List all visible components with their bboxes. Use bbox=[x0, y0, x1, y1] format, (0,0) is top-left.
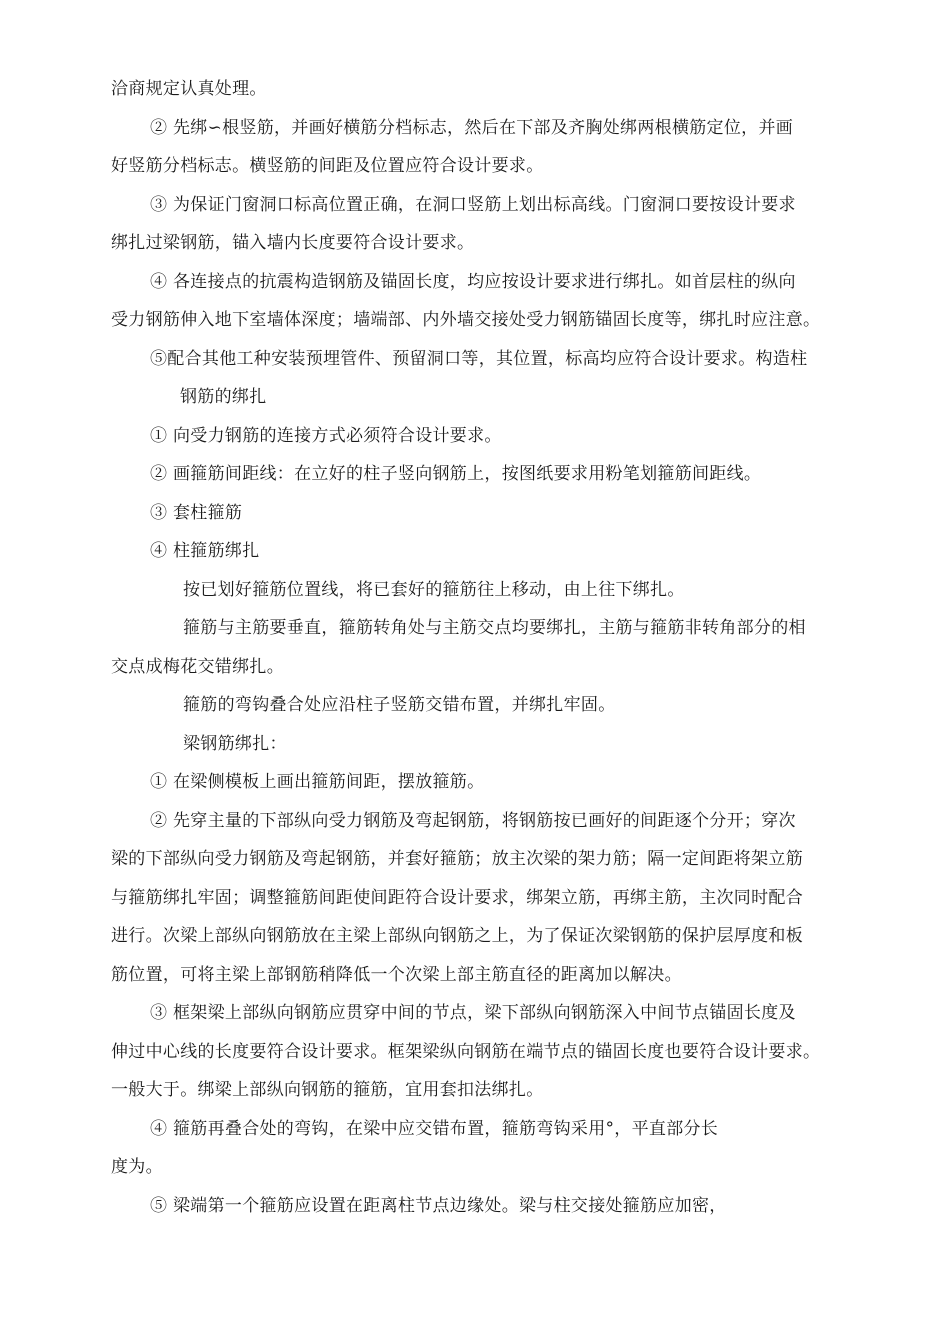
text-line: ④ 箍筋再叠合处的弯钩，在梁中应交错布置，箍筋弯钩采用°，平直部分长 bbox=[150, 1119, 719, 1139]
text-line: 箍筋与主筋要垂直，箍筋转角处与主筋交点均要绑扎，主筋与箍筋非转角部分的相 bbox=[183, 618, 806, 638]
text-line: ⑤配合其他工种安装预埋管件、预留洞口等，其位置，标高均应符合设计要求。构造柱 bbox=[150, 349, 808, 369]
text-line: 与箍筋绑扎牢固；调整箍筋间距使间距符合设计要求，绑架立筋，再绑主筋，主次同时配合 bbox=[111, 888, 803, 908]
text-line: 一般大于。绑梁上部纵向钢筋的箍筋，宜用套扣法绑扎。 bbox=[111, 1080, 544, 1100]
text-line: 洽商规定认真处理。 bbox=[111, 79, 267, 99]
text-line: ① 在梁侧模板上画出箍筋间距，摆放箍筋。 bbox=[150, 772, 485, 792]
text-line: 度为。 bbox=[111, 1157, 163, 1177]
text-line: 按已划好箍筋位置线，将已套好的箍筋往上移动，由上往下绑扎。 bbox=[183, 580, 685, 600]
text-line: 筋位置，可将主梁上部钢筋稍降低一个次梁上部主筋直径的距离加以解决。 bbox=[111, 965, 682, 985]
text-line: 绑扎过梁钢筋，锚入墙内长度要符合设计要求。 bbox=[111, 233, 475, 253]
text-line: ② 先穿主量的下部纵向受力钢筋及弯起钢筋，将钢筋按已画好的间距逐个分开；穿次 bbox=[150, 811, 796, 831]
text-line: ⑤ 梁端第一个箍筋应设置在距离柱节点边缘处。梁与柱交接处箍筋应加密， bbox=[150, 1196, 727, 1216]
text-line: 受力钢筋伸入地下室墙体深度；墙端部、内外墙交接处受力钢筋锚固长度等，绑扎时应注意。 bbox=[111, 310, 821, 330]
section-heading: 梁钢筋绑扎： bbox=[183, 734, 287, 754]
text-line: ③ 套柱箍筋 bbox=[150, 503, 243, 523]
text-line: ② 先绑∽根竖筋，并画好横筋分档标志，然后在下部及齐胸处绑两根横筋定位，并画 bbox=[150, 118, 794, 138]
section-heading: 钢筋的绑扎 bbox=[180, 387, 267, 407]
text-line: 交点成梅花交错绑扎。 bbox=[111, 657, 284, 677]
text-line: 伸过中心线的长度要符合设计要求。框架梁纵向钢筋在端节点的锚固长度也要符合设计要求。 bbox=[111, 1042, 821, 1062]
text-line: 梁的下部纵向受力钢筋及弯起钢筋，并套好箍筋；放主次梁的架力筋；隔一定间距将架立筋 bbox=[111, 849, 803, 869]
text-line: ① 向受力钢筋的连接方式必须符合设计要求。 bbox=[150, 426, 502, 446]
text-line: ② 画箍筋间距线：在立好的柱子竖向钢筋上，按图纸要求用粉笔划箍筋间距线。 bbox=[150, 464, 762, 484]
text-line: 进行。次梁上部纵向钢筋放在主梁上部纵向钢筋之上，为了保证次梁钢筋的保护层厚度和板 bbox=[111, 926, 803, 946]
text-line: ③ 框架梁上部纵向钢筋应贯穿中间的节点，梁下部纵向钢筋深入中间节点锚固长度及 bbox=[150, 1003, 796, 1023]
text-line: ④ 柱箍筋绑扎 bbox=[150, 541, 260, 561]
text-line: ④ 各连接点的抗震构造钢筋及锚固长度，均应按设计要求进行绑扎。如首层柱的纵向 bbox=[150, 272, 796, 292]
text-line: ③ 为保证门窗洞口标高位置正确，在洞口竖筋上划出标高线。门窗洞口要按设计要求 bbox=[150, 195, 796, 215]
text-line: 箍筋的弯钩叠合处应沿柱子竖筋交错布置，并绑扎牢固。 bbox=[183, 695, 616, 715]
text-line: 好竖筋分档标志。横竖筋的间距及位置应符合设计要求。 bbox=[111, 156, 544, 176]
